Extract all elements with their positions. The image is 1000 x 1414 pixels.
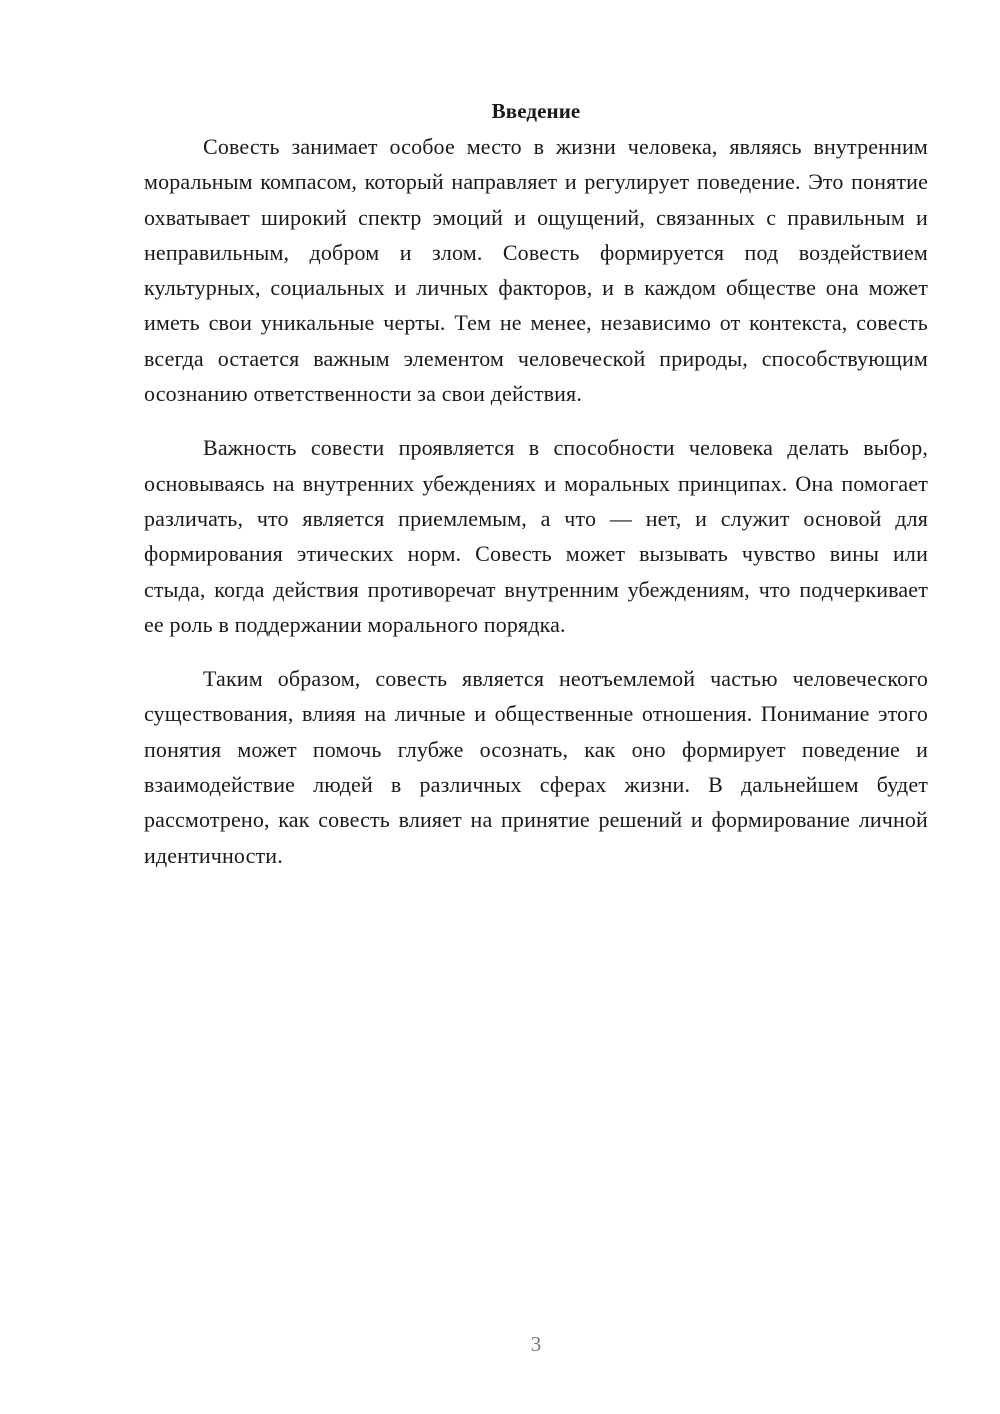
paragraph-3: Таким образом, совесть является неотъемлемой частью человеческого существования, влияя на личные и общественные отношения. Понимание этого понятия может помочь глубже осознать, как оно формирует поведение и взаимодействие людей в различных сферах жизни. В дальнейшем будет рассмотрено, как совесть влияет на принятие решений и формирование личной идентичности. (144, 666, 928, 868)
paragraph-1: Совесть занимает особое место в жизни человека, являясь внутренним моральным компасом, который направляет и регулирует поведение. Это понятие охватывает широкий спектр эмоций и ощущений, связанных с правильным и неправильным, добром и злом. Совесть формируется под воздействием культурных, социальных и личных факторов, и в каждом обществе она может иметь свои уникальные черты. Тем не менее, независимо от контекста, совесть всегда остается важным элементом человеческой природы, способствующим осознанию ответственности за свои действия. (144, 134, 928, 407)
page-content (144, 94, 928, 892)
paragraph-2: Важность совести проявляется в способности человека делать выбор, основываясь на внутренних убеждениях и моральных принципах. Она помогает различать, что является приемлемым, а что — нет, и служит основой для формирования этических норм. Совесть может вызывать чувство вины или стыда, когда действия противоречат внутренним убеждениям, что подчеркивает ее роль в поддержании морального порядка. (144, 435, 928, 637)
section-title: Введение (491, 99, 581, 123)
page-number: 3 (530, 1332, 542, 1356)
